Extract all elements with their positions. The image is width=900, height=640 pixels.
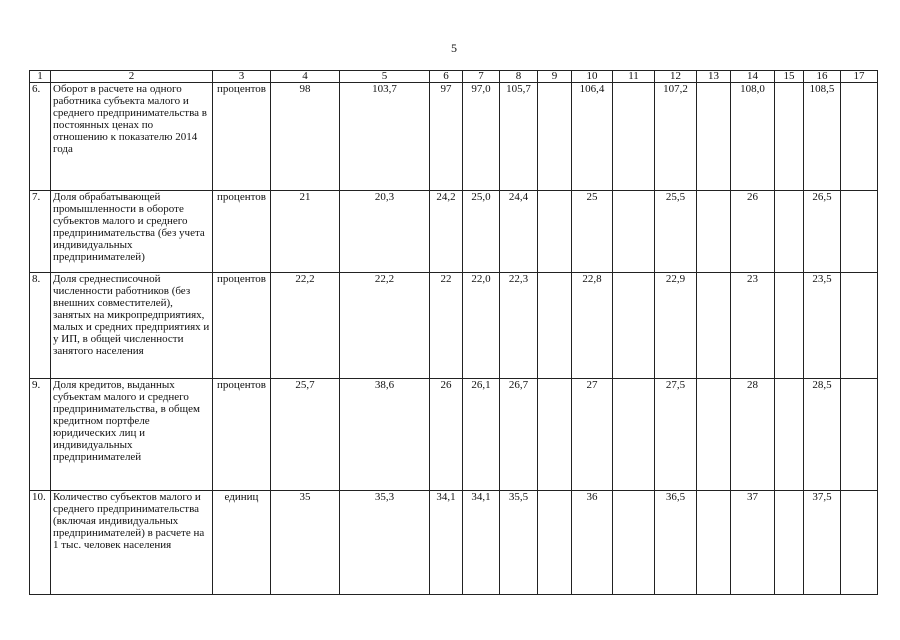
value-cell: 27,5	[655, 379, 697, 491]
column-header: 10	[572, 71, 613, 83]
value-cell: 105,7	[500, 83, 538, 191]
value-cell: 107,2	[655, 83, 697, 191]
table-row	[30, 191, 878, 273]
value-cell: 21	[271, 191, 340, 273]
value-cell: 27	[572, 379, 613, 491]
value-cell: 25,7	[271, 379, 340, 491]
column-header: 2	[51, 71, 213, 83]
column-header: 17	[841, 71, 878, 83]
value-cell	[613, 273, 655, 379]
value-cell: 97,0	[463, 83, 500, 191]
table-row	[30, 379, 878, 491]
column-header: 6	[430, 71, 463, 83]
value-cell: 35	[271, 491, 340, 595]
value-cell	[538, 379, 572, 491]
value-cell	[841, 191, 878, 273]
value-cell	[775, 191, 804, 273]
value-cell	[841, 491, 878, 595]
value-cell: 34,1	[430, 491, 463, 595]
value-cell	[613, 83, 655, 191]
row-number: 9.	[30, 379, 51, 491]
value-cell	[775, 491, 804, 595]
value-cell: 23,5	[804, 273, 841, 379]
value-cell: 22,3	[500, 273, 538, 379]
table-row	[30, 491, 878, 595]
value-cell: 103,7	[340, 83, 430, 191]
value-cell: 25,5	[655, 191, 697, 273]
value-cell: 22	[430, 273, 463, 379]
table-row	[30, 273, 878, 379]
value-cell	[697, 491, 731, 595]
value-cell: 28	[731, 379, 775, 491]
value-cell: 25	[572, 191, 613, 273]
unit-cell: процентов	[213, 273, 271, 379]
value-cell: 22,2	[271, 273, 340, 379]
unit-cell: процентов	[213, 379, 271, 491]
column-header: 16	[804, 71, 841, 83]
row-number: 7.	[30, 191, 51, 273]
value-cell	[538, 83, 572, 191]
value-cell: 108,5	[804, 83, 841, 191]
indicator-name: Доля кредитов, выданных субъектам малого и среднего предпринимательства, в общем кредитном портфеле юридических лиц и индивидуальных предпринимателей	[51, 379, 213, 491]
value-cell: 22,8	[572, 273, 613, 379]
value-cell	[841, 379, 878, 491]
value-cell: 28,5	[804, 379, 841, 491]
indicator-name: Доля обрабатывающей промышленности в обороте субъектов малого и среднего предпринимательства (без учета индивидуальных предпринимателей)	[51, 191, 213, 273]
value-cell	[697, 83, 731, 191]
value-cell: 98	[271, 83, 340, 191]
value-cell: 26	[731, 191, 775, 273]
unit-cell: процентов	[213, 83, 271, 191]
value-cell	[775, 83, 804, 191]
value-cell: 24,4	[500, 191, 538, 273]
column-header: 4	[271, 71, 340, 83]
column-header: 11	[613, 71, 655, 83]
row-number: 8.	[30, 273, 51, 379]
value-cell	[538, 191, 572, 273]
value-cell	[841, 83, 878, 191]
value-cell: 22,9	[655, 273, 697, 379]
value-cell	[775, 379, 804, 491]
value-cell	[697, 379, 731, 491]
value-cell: 26	[430, 379, 463, 491]
indicators-table	[29, 70, 878, 595]
column-header: 7	[463, 71, 500, 83]
value-cell: 26,5	[804, 191, 841, 273]
unit-cell: единиц	[213, 491, 271, 595]
value-cell: 37,5	[804, 491, 841, 595]
value-cell	[538, 273, 572, 379]
row-number: 10.	[30, 491, 51, 595]
indicator-name: Количество субъектов малого и среднего предпринимательства (включая индивидуальных предпринимателей) в расчете на 1 тыс. человек населения	[51, 491, 213, 595]
value-cell	[613, 191, 655, 273]
value-cell: 108,0	[731, 83, 775, 191]
table-header-row	[30, 71, 878, 83]
value-cell: 37	[731, 491, 775, 595]
column-header: 8	[500, 71, 538, 83]
value-cell	[697, 191, 731, 273]
value-cell: 106,4	[572, 83, 613, 191]
value-cell: 24,2	[430, 191, 463, 273]
value-cell: 23	[731, 273, 775, 379]
column-header: 13	[697, 71, 731, 83]
value-cell	[841, 273, 878, 379]
value-cell: 38,6	[340, 379, 430, 491]
value-cell: 35,5	[500, 491, 538, 595]
value-cell: 36,5	[655, 491, 697, 595]
value-cell: 20,3	[340, 191, 430, 273]
column-header: 12	[655, 71, 697, 83]
value-cell	[613, 491, 655, 595]
column-header: 5	[340, 71, 430, 83]
value-cell: 22,2	[340, 273, 430, 379]
value-cell: 34,1	[463, 491, 500, 595]
value-cell: 25,0	[463, 191, 500, 273]
column-header: 3	[213, 71, 271, 83]
value-cell: 35,3	[340, 491, 430, 595]
page-number: 5	[451, 41, 457, 55]
column-header: 9	[538, 71, 572, 83]
indicator-name: Доля среднесписочной численности работников (без внешних совместителей), занятых на микропредприятиях, малых и средних предприятиях и у ИП, в общей численности занятого населения	[51, 273, 213, 379]
value-cell: 26,1	[463, 379, 500, 491]
value-cell: 97	[430, 83, 463, 191]
value-cell	[775, 273, 804, 379]
column-header: 15	[775, 71, 804, 83]
row-number: 6.	[30, 83, 51, 191]
unit-cell: процентов	[213, 191, 271, 273]
value-cell	[697, 273, 731, 379]
value-cell	[613, 379, 655, 491]
indicator-name: Оборот в расчете на одного работника субъекта малого и среднего предпринимательства в постоянных ценах по отношению к показателю 2014 года	[51, 83, 213, 191]
table-row	[30, 83, 878, 191]
column-header: 14	[731, 71, 775, 83]
value-cell: 36	[572, 491, 613, 595]
column-header: 1	[30, 71, 51, 83]
value-cell: 22,0	[463, 273, 500, 379]
value-cell: 26,7	[500, 379, 538, 491]
value-cell	[538, 491, 572, 595]
